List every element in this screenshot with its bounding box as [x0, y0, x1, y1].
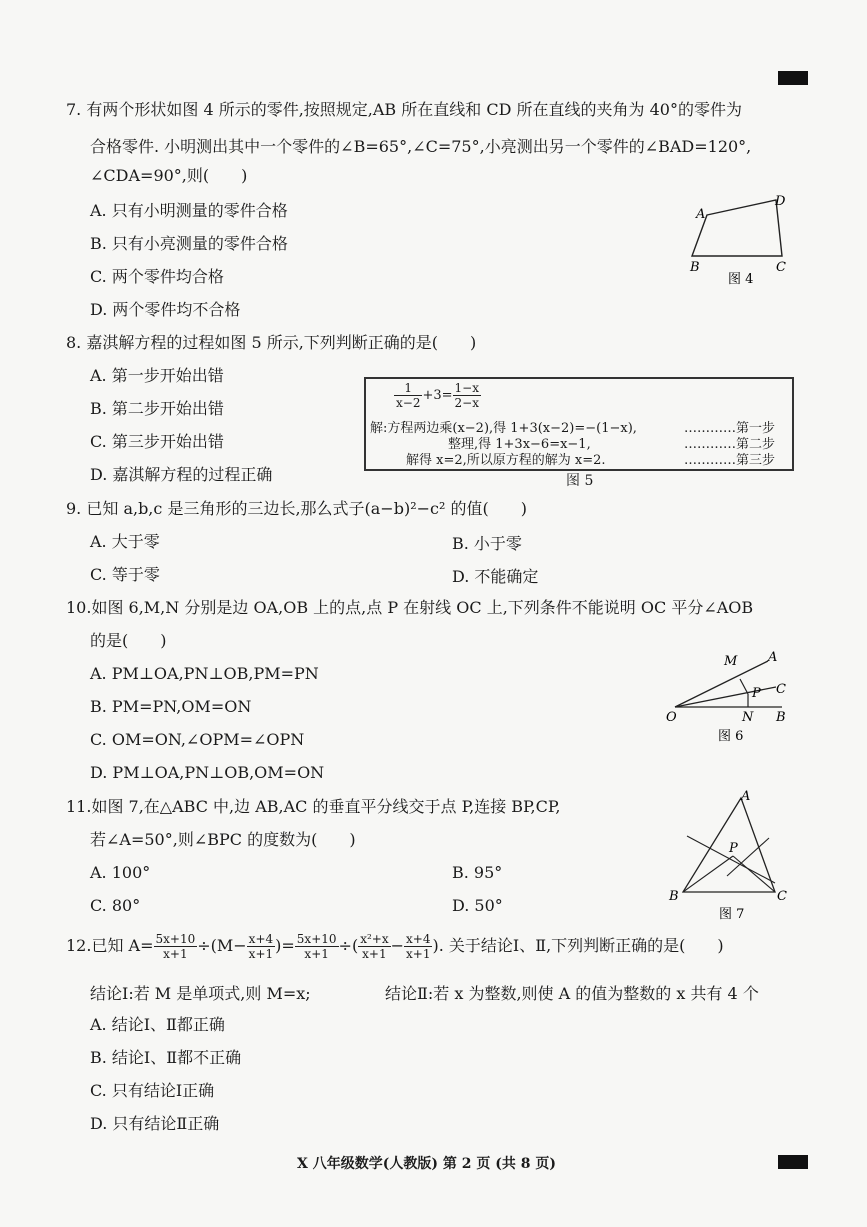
- fig6-label-b: B: [776, 710, 786, 725]
- denominator: 2−x: [454, 396, 479, 410]
- fig6-caption: 图 6: [718, 729, 744, 744]
- q7-option-a: A. 只有小明测量的零件合格: [90, 201, 288, 220]
- q12-option-b: B. 结论Ⅰ、Ⅱ都不正确: [90, 1048, 242, 1067]
- q8-option-b: B. 第二步开始出错: [90, 399, 224, 418]
- q12-mid2: )=: [275, 936, 295, 955]
- q9-option-a: A. 大于零: [90, 532, 160, 551]
- q11-line2: 若∠A=50°,则∠BPC 的度数为( ): [90, 830, 356, 849]
- fig5-caption: 图 5: [566, 473, 594, 489]
- numerator: 5x+10: [155, 932, 196, 946]
- q10-line2: 的是( ): [90, 631, 167, 650]
- numerator: x+4: [406, 932, 431, 946]
- fig5-step2-marker: …………第二步: [684, 437, 776, 452]
- q12-mid3: ÷(: [338, 936, 359, 955]
- segment-pm: [740, 679, 748, 694]
- figure-5-box: [364, 377, 794, 471]
- denominator: x+1: [304, 947, 329, 961]
- fraction: [394, 381, 422, 410]
- q12-conclusion-1: 结论Ⅰ:若 M 是单项式,则 M=x;: [90, 984, 311, 1003]
- fig7-label-p: P: [729, 841, 738, 856]
- fraction: [295, 932, 339, 961]
- fig5-equation: [394, 381, 481, 410]
- figure-4: [680, 190, 800, 290]
- fraction: [404, 932, 432, 961]
- fig6-label-a: A: [768, 650, 778, 665]
- q7-line2: 合格零件. 小明测出其中一个零件的∠B=65°,∠C=75°,小亮测出另一个零件的∠BAD=120°,: [90, 137, 752, 156]
- equation-mid: +3=: [422, 388, 453, 403]
- q11-option-a: A. 100°: [90, 863, 151, 882]
- q8-option-a: A. 第一步开始出错: [90, 366, 224, 385]
- page-footer: X 八年级数学(人教版) 第 2 页 (共 8 页): [297, 1156, 556, 1172]
- q12-mid1: ÷(M−: [197, 936, 247, 955]
- q10-option-a: A. PM⊥OA,PN⊥OB,PM=PN: [90, 664, 319, 683]
- q7-option-b: B. 只有小亮测量的零件合格: [90, 234, 288, 253]
- q12-option-d: D. 只有结论Ⅱ正确: [90, 1114, 220, 1133]
- denominator: x−2: [396, 396, 421, 410]
- q9-line1: 9. 已知 a,b,c 是三角形的三边长,那么式子(a−b)²−c² 的值( ): [66, 499, 527, 518]
- denominator: x+1: [163, 947, 188, 961]
- quadrilateral-abcd: [692, 200, 782, 256]
- fig5-step1-marker: …………第一步: [684, 421, 776, 436]
- numerator: 5x+10: [296, 932, 337, 946]
- fig4-label-d: D: [775, 194, 786, 209]
- q8-option-c: C. 第三步开始出错: [90, 432, 224, 451]
- fig6-label-n: N: [742, 710, 754, 725]
- q10-option-c: C. OM=ON,∠OPM=∠OPN: [90, 730, 305, 749]
- fraction: [358, 932, 390, 961]
- q7-line3: ∠CDA=90°,则( ): [90, 166, 248, 185]
- fig7-label-b: B: [669, 889, 679, 904]
- q12-mid4: −: [390, 936, 404, 955]
- q11-option-c: C. 80°: [90, 896, 141, 915]
- fig5-step1: 解:方程两边乘(x−2),得 1+3(x−2)=−(1−x),: [370, 421, 637, 436]
- fig7-caption: 图 7: [719, 907, 745, 922]
- fig6-label-p: P: [752, 686, 761, 701]
- q11-option-b: B. 95°: [452, 863, 503, 882]
- q12-option-a: A. 结论Ⅰ、Ⅱ都正确: [90, 1015, 225, 1034]
- fraction: [154, 932, 198, 961]
- fraction: [247, 932, 275, 961]
- q8-line1: 8. 嘉淇解方程的过程如图 5 所示,下列判断正确的是( ): [66, 333, 477, 352]
- fig4-label-c: C: [776, 260, 786, 275]
- q12-prefix: 12.已知 A=: [66, 936, 154, 955]
- fig6-label-c: C: [776, 682, 786, 697]
- q11-option-d: D. 50°: [452, 896, 503, 915]
- q10-option-b: B. PM=PN,OM=ON: [90, 697, 252, 716]
- denominator: x+1: [248, 947, 274, 961]
- denominator: x+1: [362, 947, 387, 961]
- segment-bp: [683, 856, 733, 892]
- fig5-step3: 解得 x=2,所以原方程的解为 x=2.: [406, 453, 606, 468]
- q10-line1: 10.如图 6,M,N 分别是边 OA,OB 上的点,点 P 在射线 OC 上,下列条件不能说明 OC 平分∠AOB: [66, 598, 754, 617]
- fraction: [453, 381, 481, 410]
- fig6-label-o: O: [666, 710, 677, 725]
- fig4-label-a: A: [696, 207, 706, 222]
- corner-marker-bottom: [778, 1155, 808, 1169]
- q7-option-d: D. 两个零件均不合格: [90, 300, 241, 319]
- numerator: 1: [394, 381, 422, 396]
- q9-option-b: B. 小于零: [452, 534, 522, 553]
- q8-option-d: D. 嘉淇解方程的过程正确: [90, 465, 273, 484]
- q10-option-d: D. PM⊥OA,PN⊥OB,OM=ON: [90, 763, 325, 782]
- numerator: 1−x: [454, 381, 479, 395]
- q12-postfix: ). 关于结论Ⅰ、Ⅱ,下列判断正确的是( ): [432, 936, 724, 955]
- corner-marker-top: [778, 71, 808, 85]
- figure-6: [660, 645, 800, 745]
- q12-conclusion-2: 结论Ⅱ:若 x 为整数,则使 A 的值为整数的 x 共有 4 个: [385, 984, 759, 1003]
- fig7-label-a: A: [741, 789, 751, 804]
- ray-oc: [675, 687, 776, 707]
- numerator: x²+x: [360, 932, 389, 946]
- q12-option-c: C. 只有结论Ⅰ正确: [90, 1081, 215, 1100]
- q7-option-c: C. 两个零件均合格: [90, 267, 224, 286]
- fig6-label-m: M: [724, 654, 738, 669]
- numerator: x+4: [248, 932, 274, 946]
- q12-line1: [66, 932, 724, 961]
- q9-option-d: D. 不能确定: [452, 567, 539, 586]
- figure-7: [665, 788, 795, 928]
- q11-line1: 11.如图 7,在△ABC 中,边 AB,AC 的垂直平分线交于点 P,连接 BP,CP,: [66, 797, 561, 816]
- fig4-caption: 图 4: [728, 272, 754, 287]
- fig5-step2: 整理,得 1+3x−6=x−1,: [448, 437, 591, 452]
- denominator: x+1: [406, 947, 431, 961]
- fig4-label-b: B: [690, 260, 700, 275]
- fig7-label-c: C: [777, 889, 787, 904]
- fig5-step3-marker: …………第三步: [684, 453, 776, 468]
- q7-line1: 7. 有两个形状如图 4 所示的零件,按照规定,AB 所在直线和 CD 所在直线的夹角为 40°的零件为: [66, 100, 742, 119]
- q9-option-c: C. 等于零: [90, 565, 160, 584]
